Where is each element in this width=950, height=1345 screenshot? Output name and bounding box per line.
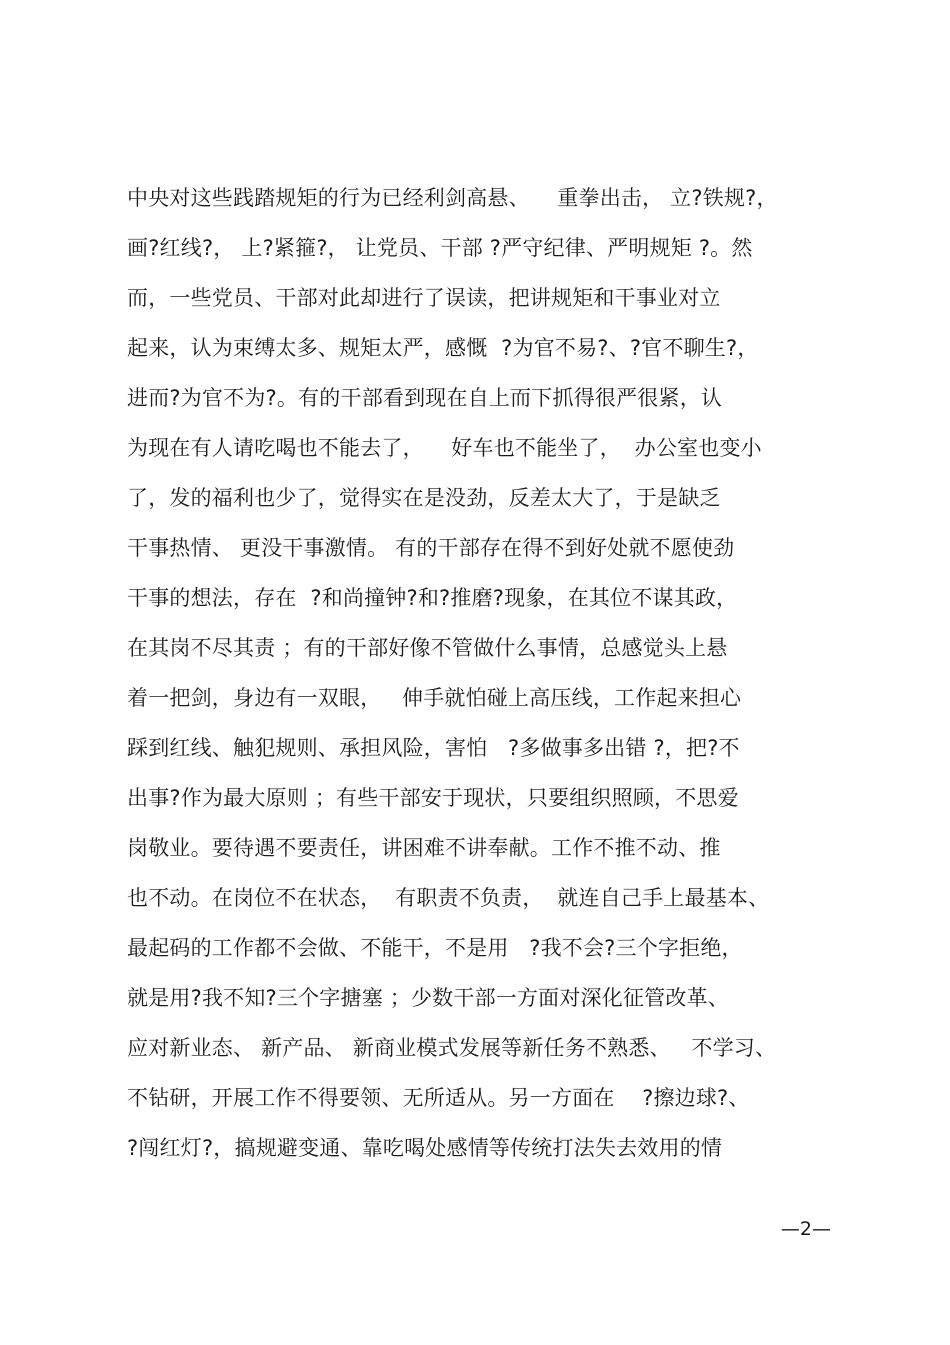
text-line: 在其岗不尽其责 ；有的干部好像不管做什么事情，总感觉头上悬 [127, 636, 728, 660]
text-line: 中央对这些践踏规矩的行为已经利剑高悬、 重拳出击， 立?铁规?， [127, 186, 778, 210]
text-line: 也不动。在岗位不在状态， 有职责不负责， 就连自己手上最基本、 [127, 886, 770, 910]
text-line: 干事的想法，存在 ?和尚撞钟?和?推磨?现象，在其位不谋其政， [127, 586, 738, 610]
text-line: 了，发的福利也少了，觉得实在是没劲，反差太大了，于是缺乏 [127, 486, 721, 510]
text-line: 进而?为官不为?。有的干部看到现在自上而下抓得很严很紧，认 [127, 386, 723, 410]
text-line: 就是用?我不知?三个字搪塞 ；少数干部一方面对深化征管改革、 [127, 986, 729, 1010]
text-line: 起来，认为束缚太多、规矩太严，感慨 ?为官不易?、?官不聊生?， [127, 336, 759, 360]
text-line: 干事热情、 更没干事激情。 有的干部存在得不到好处就不愿使劲 [127, 536, 735, 560]
text-line: 为现在有人请吃喝也不能去了， 好车也不能坐了， 办公室也变小 [127, 436, 762, 460]
text-line: 着一把剑，身边有一双眼， 伸手就怕碰上高压线，工作起来担心 [127, 686, 742, 710]
document-body [127, 173, 847, 1173]
text-line: 画?红线?， 上?紧箍?， 让党员、干部 ?严守纪律、严明规矩 ?。然 [127, 236, 753, 260]
text-line: 岗敬业。要待遇不要责任，讲困难不讲奉献。工作不推不动、推 [127, 836, 721, 860]
text-line: 踩到红线、触犯规则、承担风险，害怕 ?多做事多出错 ?，把?不 [127, 736, 740, 760]
page-number: —2— [780, 1218, 831, 1240]
text-line: 而，一些党员、干部对此却进行了误读，把讲规矩和干事业对立 [127, 286, 721, 310]
text-line: ?闯红灯?，搞规避变通、靠吃喝处感情等传统打法失去效用的情 [127, 1136, 723, 1160]
text-line: 最起码的工作都不会做、不能干，不是用 ?我不会?三个字拒绝， [127, 936, 743, 960]
text-line: 出事?作为最大原则 ；有些干部安于现状，只要组织照顾，不思爱 [127, 786, 739, 810]
text-line: 不钻研，开展工作不得要领、无所适从。另一方面在 ?擦边球?、 [127, 1086, 750, 1110]
text-line: 应对新业态、 新产品、 新商业模式发展等新任务不熟悉、 不学习、 [127, 1036, 777, 1060]
